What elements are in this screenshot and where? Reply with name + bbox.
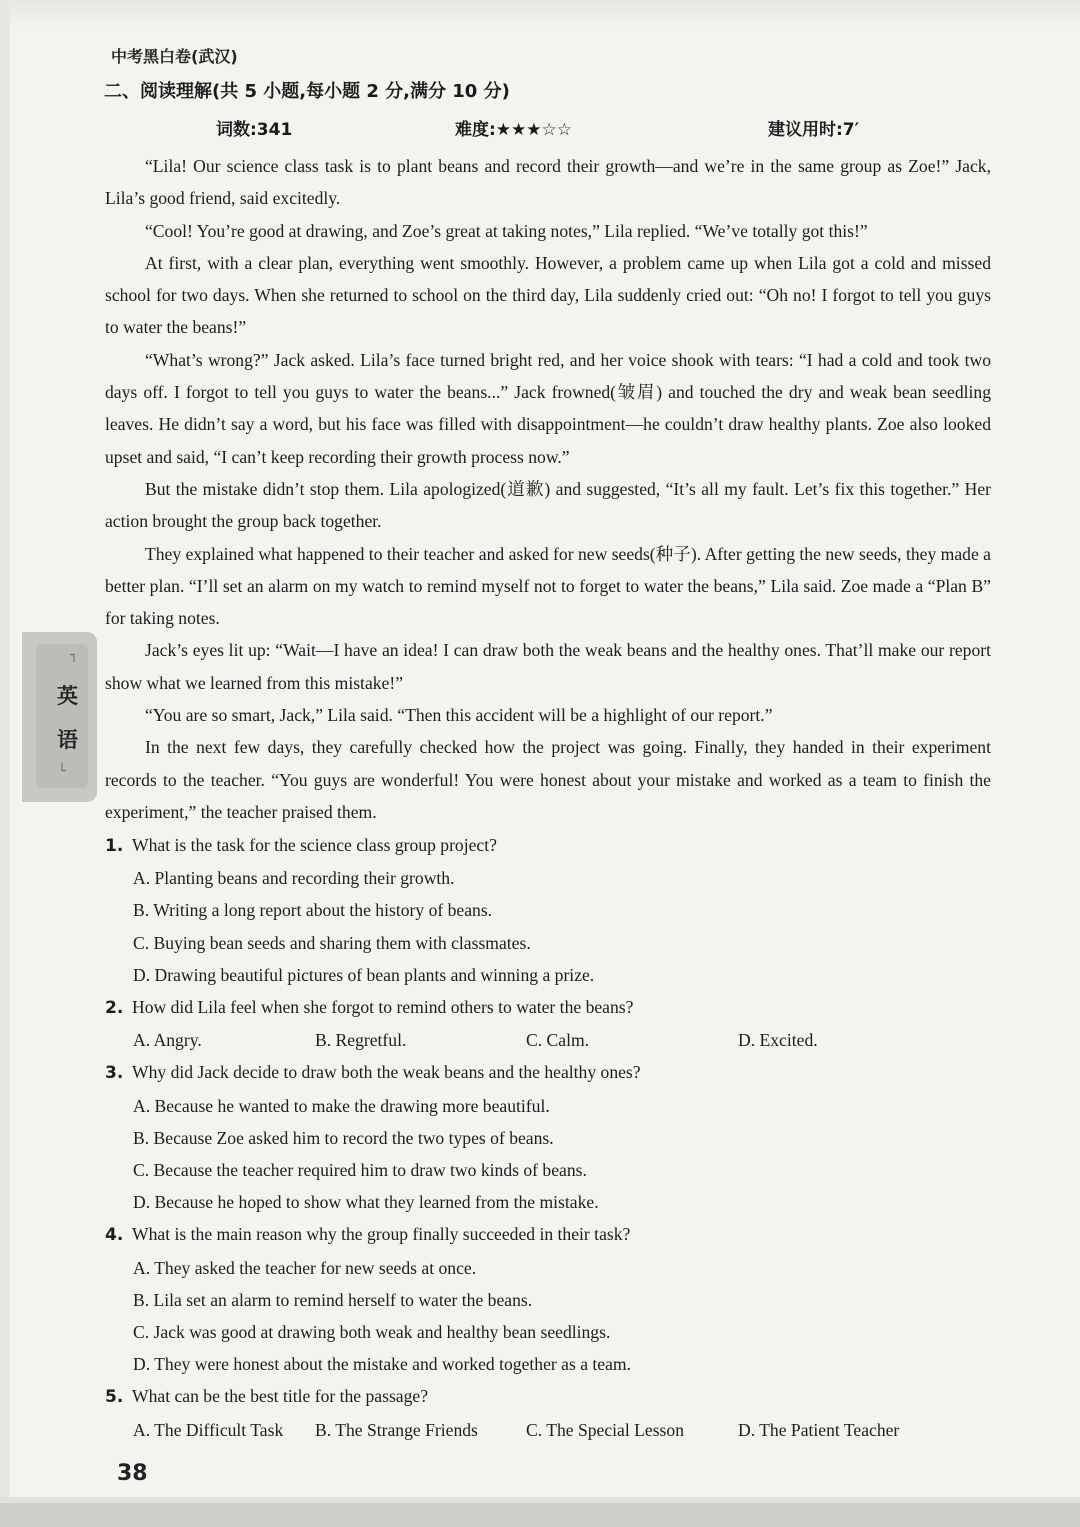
scan-bottom-edge: [0, 1503, 1080, 1527]
option: B. Regretful.: [315, 1030, 407, 1051]
question-text: Why did Jack decide to draw both the weak beans and the healthy ones?: [132, 1062, 641, 1083]
option-row: [105, 1414, 991, 1446]
difficulty-rating: 难度:★★★☆☆: [455, 120, 572, 140]
passage-paragraph: “Lila! Our science class task is to plant beans and record their growth—and we’re in the same group as Zoe!” Jack, Lila’s good friend, said excitedly.: [105, 156, 991, 209]
question-number: 5.: [105, 1387, 124, 1408]
passage-paragraph: They explained what happened to their teacher and asked for new seeds(种子). After getting the new seeds, they made a better plan. “I’ll set an alarm on my watch to remind myself not to forget to water the beans,” Lila said. Zoe made a “Plan B” for taking notes.: [105, 543, 991, 629]
question-2: [105, 991, 991, 1024]
suggested-time: 建议用时:7′: [768, 120, 860, 140]
section-title: 二、阅读理解(共 5 小题,每小题 2 分,满分 10 分): [104, 81, 510, 102]
question-1: [105, 829, 991, 862]
option: B. The Strange Friends: [315, 1419, 478, 1440]
question-5: [105, 1380, 991, 1413]
passage-paragraph: “Cool! You’re good at drawing, and Zoe’s great at taking notes,” Lila replied. “We’ve totally got this!”: [145, 220, 868, 241]
option: D. The Patient Teacher: [738, 1419, 900, 1440]
question-3: [105, 1056, 991, 1089]
passage-paragraph: In the next few days, they carefully checked how the project was going. Finally, they handed in their experiment records to the teacher. “You guys are wonderful! You were honest about your mistake and worked as a team to finish the experiment,” the teacher praised them.: [105, 737, 991, 822]
subject-char: 英: [57, 684, 78, 708]
option: C. The Special Lesson: [526, 1419, 684, 1440]
option: A. Because he wanted to make the drawing more beautiful.: [133, 1095, 550, 1116]
option: B. Lila set an alarm to remind herself to water the beans.: [133, 1289, 533, 1310]
page-number: 38: [117, 1461, 148, 1486]
option: A. Angry.: [133, 1030, 202, 1051]
option: C. Because the teacher required him to draw two kinds of beans.: [133, 1160, 587, 1181]
option: D. Drawing beautiful pictures of bean plants and winning a prize.: [133, 964, 595, 985]
option: C. Buying bean seeds and sharing them with classmates.: [133, 932, 531, 953]
word-count: 词数:341: [216, 120, 293, 140]
passage-paragraph: Jack’s eyes lit up: “Wait—I have an idea! I can draw both the weak beans and the healthy ones. That’ll make our report show what we learned from this mistake!”: [105, 640, 991, 693]
question-number: 1.: [105, 836, 124, 856]
option: C. Calm.: [526, 1030, 590, 1051]
question-number: 3.: [105, 1063, 124, 1084]
question-number: 4.: [105, 1225, 124, 1246]
option: A. The Difficult Task: [133, 1419, 284, 1440]
scan-left-edge: [0, 0, 10, 1527]
option: B. Writing a long report about the history of beans.: [133, 900, 493, 921]
corner-mark-icon: ┐: [70, 648, 78, 663]
passage-paragraph: But the mistake didn’t stop them. Lila apologized(道歉) and suggested, “It’s all my fault. Let’s fix this together.” Her action brought the group back together.: [105, 478, 991, 532]
option: D. Because he hoped to show what they learned from the mistake.: [133, 1192, 599, 1213]
question-number: 2.: [105, 998, 124, 1019]
option: D. They were honest about the mistake and worked together as a team.: [133, 1354, 632, 1375]
option: D. Excited.: [738, 1030, 818, 1051]
question-text: What is the main reason why the group finally succeeded in their task?: [132, 1224, 631, 1245]
book-title: 中考黑白卷(武汉): [111, 47, 238, 66]
scan-top-edge: [0, 0, 1080, 30]
option: A. Planting beans and recording their growth.: [133, 868, 455, 889]
question-list: [105, 829, 991, 1446]
question-text: What is the task for the science class group project?: [132, 835, 497, 855]
corner-mark-icon: └: [58, 764, 66, 779]
question-text: What can be the best title for the passage?: [132, 1386, 429, 1407]
passage-paragraph: “What’s wrong?” Jack asked. Lila’s face turned bright red, and her voice shook with tears: “I had a cold and took two days off. I forgot to tell you guys to water the beans...” Jack frowned(皱眉) and touched the dry and weak bean seedling leaves. He didn’t say a word, but his face was filled with disappointment—he couldn’t draw healthy plants. Zoe also looked upset and said, “I can’t keep recording their growth process now.”: [105, 349, 991, 467]
option: C. Jack was good at drawing both weak and healthy bean seedlings.: [133, 1322, 611, 1343]
passage-paragraph: At first, with a clear plan, everything went smoothly. However, a problem came up when Lila got a cold and missed school for two days. When she returned to school on the third day, Lila suddenly cried out: “Oh no! I forgot to tell you guys to water the beans!”: [105, 252, 991, 338]
subject-char: 语: [57, 728, 78, 752]
question-text: How did Lila feel when she forgot to remind others to water the beans?: [132, 997, 634, 1018]
question-4: [105, 1218, 991, 1251]
option: B. Because Zoe asked him to record the two types of beans.: [133, 1127, 554, 1148]
passage-paragraph: “You are so smart, Jack,” Lila said. “Then this accident will be a highlight of our report.”: [145, 705, 773, 726]
option: A. They asked the teacher for new seeds at once.: [133, 1257, 477, 1278]
option-row: [105, 1024, 991, 1056]
reading-passage: [105, 150, 991, 828]
